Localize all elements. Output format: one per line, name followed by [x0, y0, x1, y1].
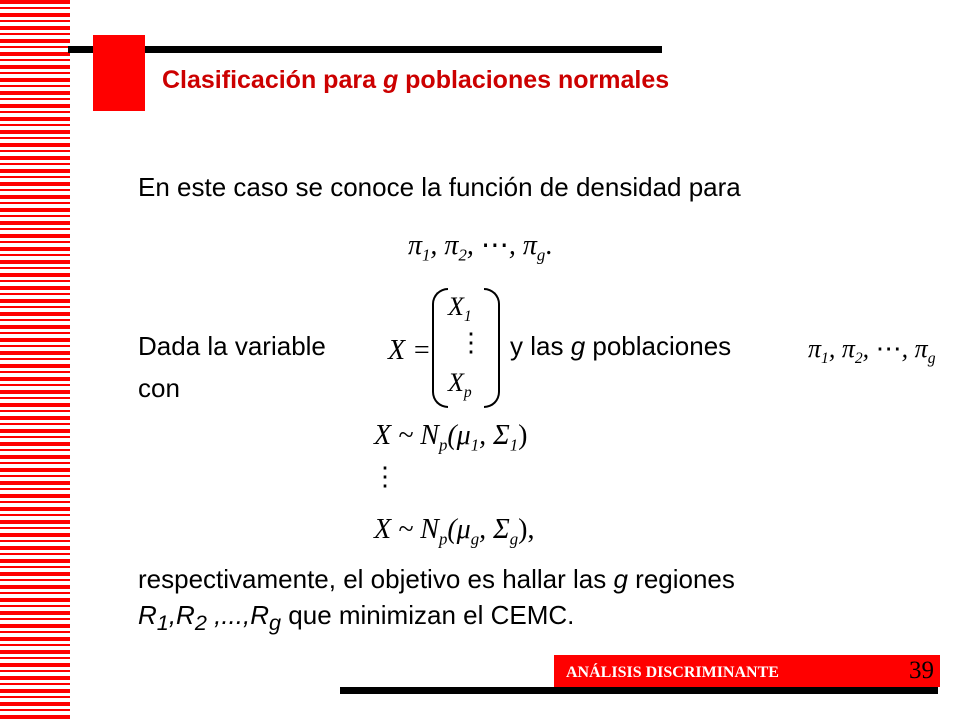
distribution-1: X ~ $N_p(\mu_1$, $\Sigma_1$)	[374, 420, 528, 455]
footer-label: ANÁLISIS DISCRIMINANTE	[566, 664, 779, 681]
slide-title: Clasificación para g poblaciones normales	[162, 66, 670, 94]
left-paren	[432, 288, 448, 408]
populations-text: y las g poblaciones	[510, 331, 732, 361]
intro-paragraph: En este caso se conoce la función de densidad para	[138, 172, 741, 202]
decorative-stripes	[0, 0, 70, 720]
variable-text: Dada la variable	[138, 331, 326, 361]
distribution-g: X ~ $N_p(\mu_g$, $\Sigma_g$),	[374, 514, 535, 549]
distribution-vdots: ⋮	[372, 462, 398, 491]
vector-matrix	[432, 288, 500, 408]
title-accent-block	[93, 35, 145, 111]
conclusion-line-2: $R_1,R_2$ $,...,R_g$ que minimizan el CEMC.	[138, 600, 575, 636]
populations-formula: $\pi_1$, $\pi_2$, ⋯, $\pi_g$.	[408, 230, 553, 265]
bottom-rule	[340, 687, 938, 694]
footer-label-box	[554, 655, 940, 687]
page-number: 39	[909, 657, 934, 684]
con-text: con	[138, 373, 180, 403]
vector-vdots: ⋮	[458, 328, 484, 357]
right-paren	[484, 288, 500, 408]
vector-top-entry: $X_1$	[448, 292, 472, 326]
vector-lhs: X =	[388, 335, 431, 366]
conclusion-line-1: respectivamente, el objetivo es hallar las g regiones	[138, 564, 735, 594]
top-rule	[68, 46, 662, 53]
vector-bottom-entry: $X_p$	[448, 368, 472, 402]
populations-formula-inline: $\pi_1$, $\pi_2$, ⋯, $\pi_g$	[808, 334, 936, 368]
